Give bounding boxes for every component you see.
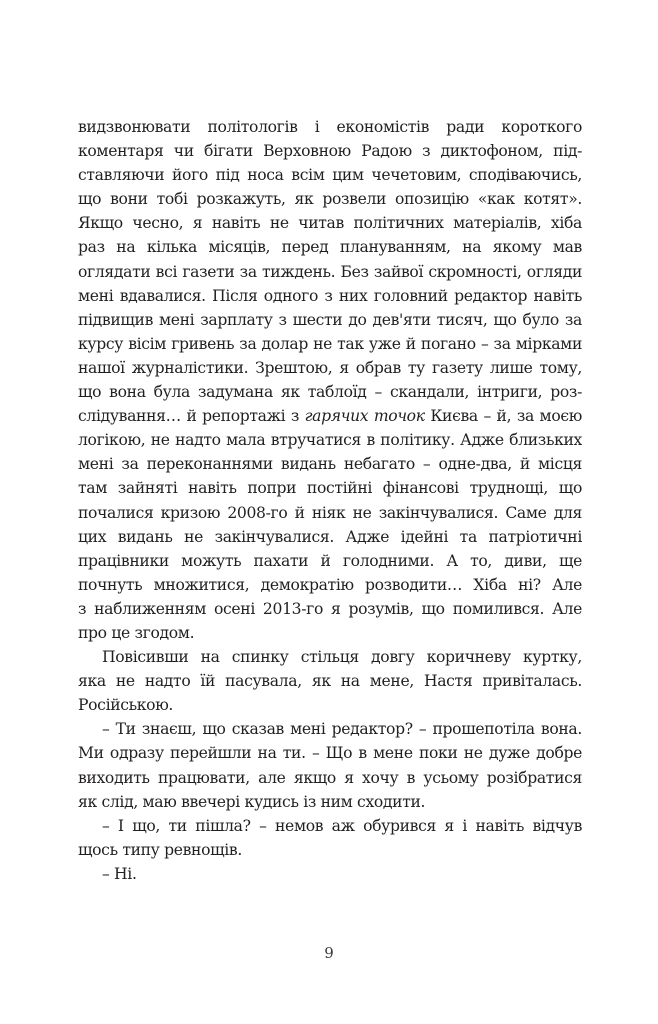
text-line: виходить працювати, але якщо я хочу в усьому розібратися bbox=[78, 768, 582, 787]
text-line: мені за переконаннями видань небагато – одне-два, й місця bbox=[78, 455, 582, 474]
text-segment: слідування… й репортажі з bbox=[78, 407, 305, 426]
text-line: як слід, маю ввечері кудись із ним сходити. bbox=[78, 792, 426, 811]
text-line: з наближенням осені 2013-го я розумів, що помилився. Але bbox=[78, 599, 582, 618]
text-line: курсу вісім гривень за долар не так уже й погано – за мірками bbox=[78, 334, 582, 353]
text-line: оглядати всі газети за тиждень. Без зайвої скромності, огляди bbox=[78, 262, 582, 281]
text-line: Російською. bbox=[78, 696, 174, 715]
text-line: Ми одразу перейшли на ти. – Що в мене поки не дуже добре bbox=[78, 744, 582, 763]
text-line: – І що, ти пішла? – немов аж обурився я і навіть відчув bbox=[102, 816, 582, 835]
text-line: Якщо чесно, я навіть не читав політичних матеріалів, хіба bbox=[78, 214, 582, 233]
text-line: мені вдавалися. Після одного з них головний редактор навіть bbox=[78, 286, 582, 305]
text-line: коментаря чи бігати Верховною Радою з диктофоном, під- bbox=[78, 142, 582, 161]
italic-phrase: гарячих точок bbox=[304, 407, 425, 426]
text-line: – Ні. bbox=[102, 864, 137, 883]
text-line: ставляючи його під носа всім цим чечетовим, сподіваючись, bbox=[78, 166, 582, 185]
text-line: нашої журналістики. Зрештою, я обрав ту газету лише тому, bbox=[78, 358, 582, 377]
text-line: видзвонювати політологів і економістів ради короткого bbox=[78, 118, 582, 136]
text-line: там зайняті навіть попри постійні фінансові труднощі, що bbox=[78, 479, 582, 498]
body-text bbox=[78, 115, 582, 886]
text-line: працівники можуть пахати й голодними. А то, диви, ще bbox=[78, 551, 582, 570]
text-line: цих видань не закінчувалися. Адже ідейні та патріотичні bbox=[78, 527, 582, 546]
text-line: почнуть множитися, демократію розводити… Хіба ні? Але bbox=[78, 575, 582, 594]
text-line: яка не надто їй пасувала, як на мене, Настя привіталась. bbox=[78, 672, 582, 691]
page-number: 9 bbox=[324, 944, 334, 962]
text-line: що вона була задумана як таблоїд – скандали, інтриги, роз- bbox=[78, 383, 582, 402]
text-line: почалися кризою 2008-го й ніяк не закінчувалися. Саме для bbox=[78, 503, 582, 522]
text-line: Повісивши на спинку стільця довгу коричневу куртку, bbox=[102, 648, 582, 667]
text-line: логікою, не надто мала втручатися в політику. Адже близьких bbox=[78, 431, 582, 450]
text-line: що вони тобі розкажуть, як розвели опозицію «как котят». bbox=[78, 190, 582, 209]
text-line: – Ти знаєш, що сказав мені редактор? – прошепотіла вона. bbox=[102, 720, 582, 739]
text-line: підвищив мені зарплату з шести до дев'яти тисяч, що було за bbox=[78, 310, 582, 329]
text-line: про це згодом. bbox=[78, 623, 195, 642]
text-segment: Києва – й, за моєю bbox=[424, 407, 582, 426]
text-line: раз на кілька місяців, перед плануванням, на якому мав bbox=[78, 238, 582, 257]
text-line: щось типу ревнощів. bbox=[78, 840, 242, 859]
text-line bbox=[78, 404, 582, 428]
